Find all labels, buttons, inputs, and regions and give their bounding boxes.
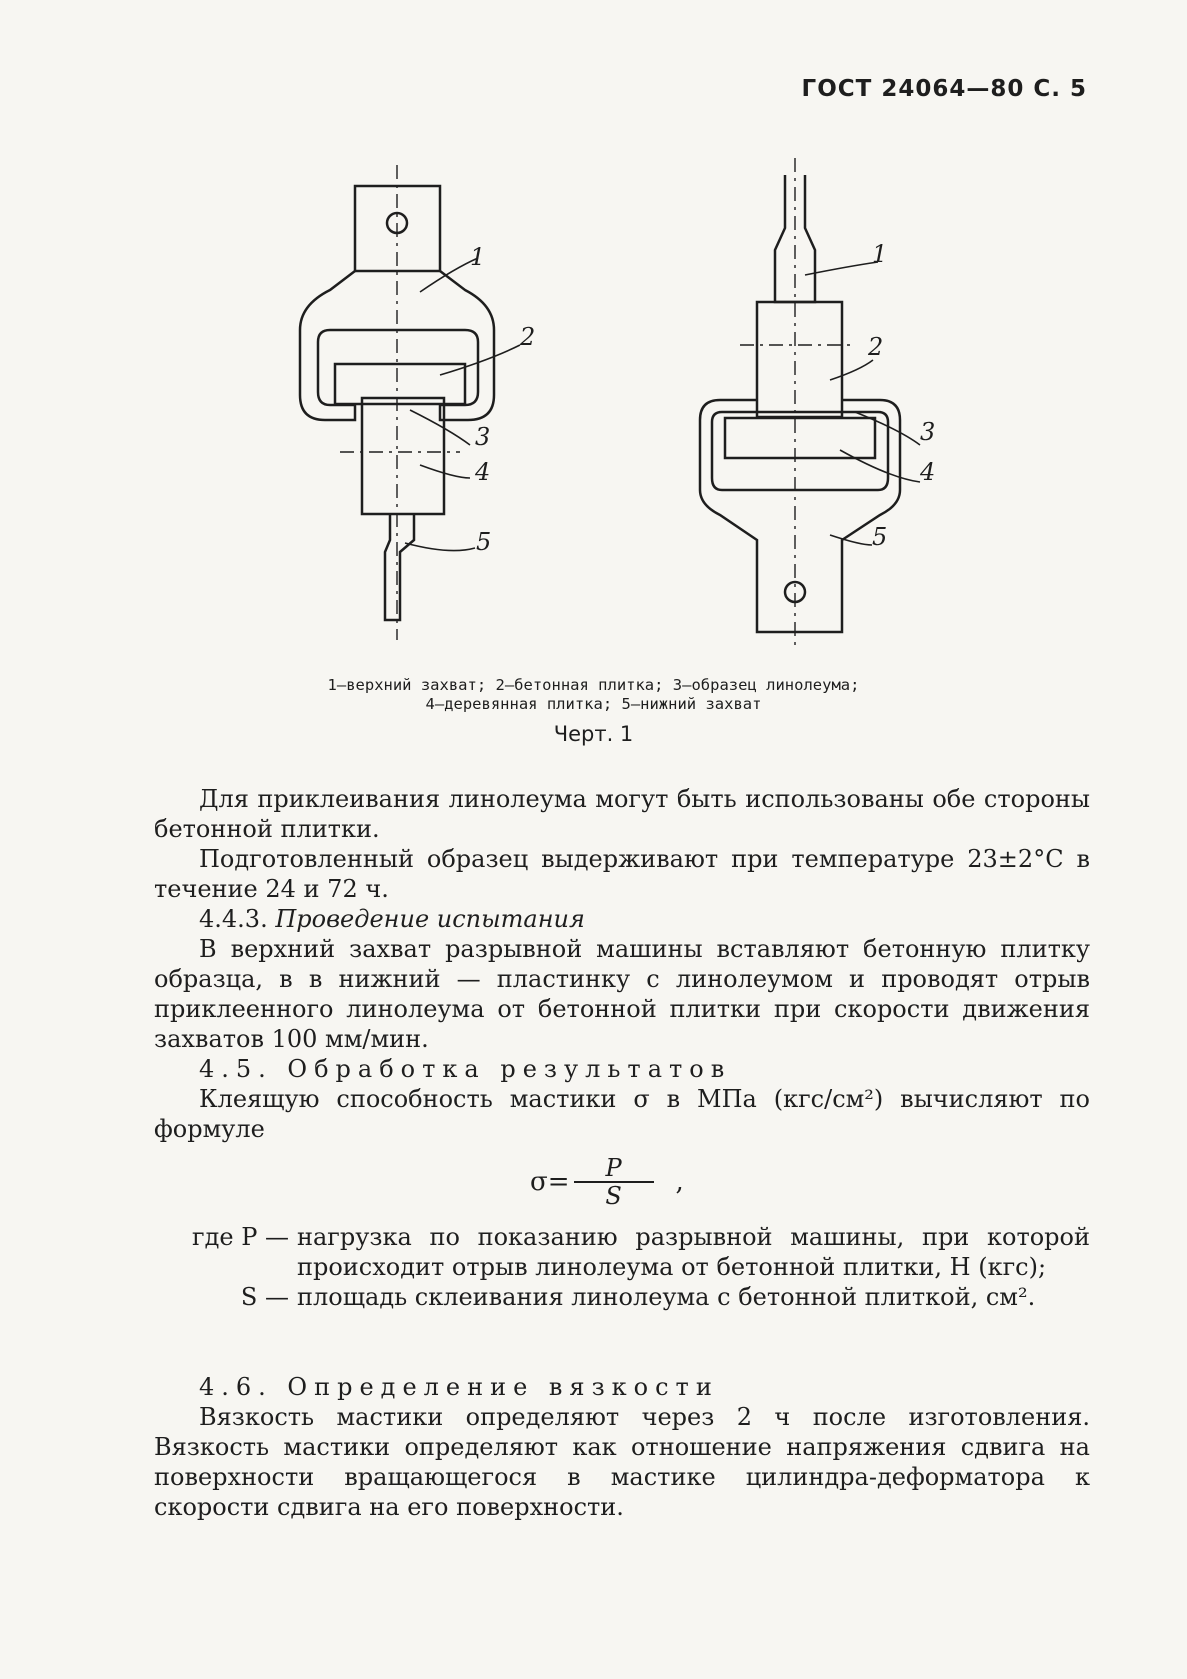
paragraph-2: Подготовленный образец выдерживают при температуре 23±2°С в течение 24 и 72 ч. <box>154 845 1090 903</box>
section-4-6: 4.6. Определение вязкости <box>199 1373 719 1401</box>
formula <box>530 1155 684 1209</box>
grip-diagram <box>0 0 1187 660</box>
main-text-block-2 <box>154 1372 1090 1522</box>
left-label-5: 5 <box>476 528 492 556</box>
definition-s-label: S — <box>240 1283 289 1311</box>
right-lower-grip-frame <box>700 400 900 632</box>
right-frame-inner <box>712 412 888 490</box>
paragraph-1: Для приклеивания линолеума могут быть использованы обе стороны бетонной плитки. <box>154 785 1090 843</box>
formula-denominator: S <box>605 1182 622 1210</box>
legend-line-1: 1—верхний захват; 2—бетонная плитка; 3—образец линолеума; <box>327 676 860 694</box>
figure-caption: Черт. 1 <box>553 722 634 746</box>
definition-s <box>154 1282 1090 1312</box>
definition-s-text: площадь склеивания линолеума с бетонной плиткой, см². <box>297 1283 1036 1311</box>
main-text-block-1 <box>154 784 1090 1144</box>
definition-p-label: где P — <box>192 1223 289 1251</box>
right-wood-tile <box>757 302 842 417</box>
right-label-4: 4 <box>920 458 936 486</box>
formula-numerator: P <box>605 1154 622 1182</box>
left-wood-tile <box>362 398 444 514</box>
paragraph-4: Клеящую способность мастики σ в МПа (кгс/см²) вычисляют по формуле <box>154 1085 1090 1143</box>
section-4-4-3 <box>154 904 1090 934</box>
paragraph-3: В верхний захват разрывной машины вставляют бетонную плитку образца, в в нижний — пластинку с линолеумом и проводят отрыв приклеенного линолеума от бетонной плитки при скорости движения захватов 100 мм/мин. <box>154 935 1090 1053</box>
definition-p-text: нагрузка по показанию разрывной машины, при которой происходит отрыв линолеума от бетонной плитки, Н (кгс); <box>297 1223 1090 1281</box>
page-header: ГОСТ 24064—80 С. 5 <box>801 76 1087 102</box>
left-label-2: 2 <box>520 323 536 351</box>
formula-fraction <box>574 1155 654 1209</box>
section-number: 4.4.3. <box>199 905 268 933</box>
right-label-3: 3 <box>920 418 936 446</box>
formula-tail: , <box>675 1167 684 1197</box>
right-concrete-tile <box>725 418 875 458</box>
left-lower-rod <box>385 514 414 620</box>
left-label-1: 1 <box>470 243 486 271</box>
formula-lhs: σ= <box>530 1167 570 1197</box>
section-4-5: 4.5. Обработка результатов <box>199 1055 732 1083</box>
left-label-3: 3 <box>475 423 491 451</box>
right-label-1: 1 <box>872 240 888 268</box>
legend-line-2: 4—деревянная плитка; 5—нижний захват <box>425 695 762 713</box>
formula-definitions <box>154 1222 1090 1312</box>
right-label-2: 2 <box>868 333 884 361</box>
left-label-4: 4 <box>475 458 491 486</box>
section-title: Проведение испытания <box>275 905 585 933</box>
figure-drawing <box>0 0 1187 660</box>
figure-legend <box>0 676 1187 714</box>
right-label-5: 5 <box>872 523 888 551</box>
paragraph-5: Вязкость мастики определяют через 2 ч после изготовления. Вязкость мастики определяют как отношение напряжения сдвига на поверхности вращающегося в мастике цилиндра-деформатора к скорости сдвига на его поверхности. <box>154 1403 1090 1521</box>
definition-p <box>154 1222 1090 1282</box>
